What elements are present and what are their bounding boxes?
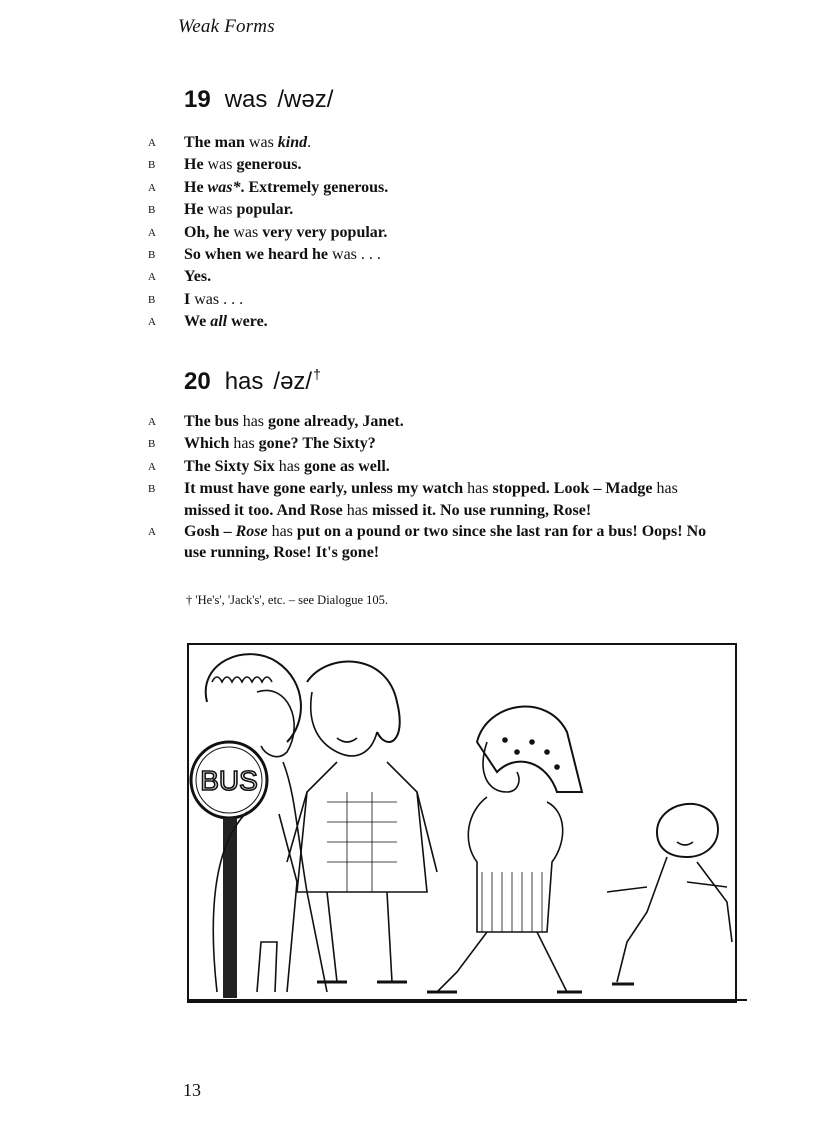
section-number: 20 (184, 368, 211, 395)
bus-stop-illustration (187, 642, 747, 1006)
dialogue-line (148, 244, 708, 266)
utterance-segment: It must have gone early, unless my watch (184, 480, 468, 498)
dialogue-line (148, 456, 708, 478)
utterance (184, 266, 708, 287)
section-number: 19 (184, 86, 211, 113)
speaker-label: B (148, 293, 156, 306)
dialogue-line (148, 311, 708, 333)
utterance-segment: The Sixty Six (184, 457, 279, 475)
utterance-segment: So when we heard he (184, 246, 333, 264)
dialogue-line (148, 266, 708, 288)
utterance-segment: has (233, 435, 259, 453)
speaker-label: B (148, 483, 156, 496)
speaker-label: B (148, 438, 156, 451)
utterance-segment: He (184, 201, 208, 219)
utterance-segment: has (467, 480, 493, 498)
utterance (184, 244, 708, 265)
section-20-heading (184, 366, 321, 396)
utterance-segment: We (184, 313, 211, 331)
utterance (184, 289, 708, 310)
dialogue-line (148, 289, 708, 311)
section-word: was (224, 86, 268, 113)
utterance-segment: The man (184, 134, 249, 151)
utterance-segment: Gosh – (184, 523, 236, 541)
page-number: 13 (183, 1080, 201, 1100)
utterance-segment: He (184, 156, 208, 174)
utterance-segment: gone already, Janet. (268, 413, 404, 430)
speaker-label: A (148, 271, 157, 284)
utterance-segment: was* (207, 178, 241, 196)
speaker-label: A (148, 316, 157, 329)
utterance-segment: has (242, 413, 269, 430)
utterance (184, 311, 708, 332)
dialogue-line (148, 154, 708, 176)
dialogue-line (148, 222, 708, 244)
utterance (184, 177, 708, 198)
dialogue-line (148, 411, 708, 433)
dialogue-line (148, 521, 708, 564)
utterance-segment: missed it. No use running, Rose! (372, 501, 592, 519)
speaker-label: A (148, 137, 157, 149)
utterance-segment: has (271, 523, 297, 541)
utterance-segment: gone? The Sixty? (258, 435, 376, 453)
utterance (184, 199, 708, 220)
bus-sign-text: BUS (200, 765, 258, 796)
utterance-segment: gone as well. (304, 457, 390, 475)
utterance-segment: Rose (235, 523, 268, 541)
utterance-segment: was (207, 156, 237, 174)
utterance-segment: The bus (184, 413, 243, 430)
section-ipa: /əz/ (273, 368, 313, 395)
section-ipa: /wəz/ (277, 86, 334, 113)
utterance (184, 132, 708, 153)
utterance-segment: was . . . (194, 290, 244, 308)
utterance-segment: kind (277, 134, 308, 151)
utterance-segment: was (248, 134, 278, 151)
utterance-segment: Yes. (184, 268, 212, 286)
utterance (184, 433, 708, 454)
dialogue-line (148, 132, 708, 154)
speaker-label: A (148, 460, 157, 473)
speaker-label: A (148, 181, 157, 194)
dialogue-line (148, 433, 708, 455)
utterance-segment: I (184, 290, 195, 308)
utterance (184, 222, 708, 243)
utterance-segment: was . . . (332, 246, 381, 264)
utterance-segment: put on a pound or two since she last ran for a bus! Oops! No use running, Rose! It's gone! (184, 523, 707, 562)
utterance-segment: He (184, 178, 208, 196)
utterance-segment: has (656, 480, 678, 498)
speaker-label: B (148, 249, 156, 262)
utterance (184, 478, 708, 521)
utterance-segment: Oh, he (184, 223, 234, 241)
section-word: has (224, 368, 264, 395)
utterance-segment: very very popular. (262, 223, 388, 241)
utterance-segment: . Extremely generous. (240, 178, 389, 196)
utterance-segment: were. (227, 313, 268, 331)
speaker-label: A (148, 416, 157, 428)
utterance-segment: popular. (236, 201, 294, 219)
speaker-label: A (148, 226, 157, 239)
dialogue-line (148, 478, 708, 521)
dagger-mark: † (313, 366, 321, 382)
dialogue-19 (148, 132, 708, 334)
footnote: † 'He's', 'Jack's', etc. – see Dialogue 105. (186, 593, 389, 607)
speaker-label: B (148, 159, 156, 172)
dialogue-line (148, 177, 708, 199)
utterance-segment: stopped. Look – Madge (492, 480, 657, 498)
section-19-heading (184, 86, 333, 114)
utterance (184, 154, 708, 175)
speaker-label: A (148, 526, 157, 539)
dialogue-20 (148, 411, 708, 564)
utterance-segment: Which (184, 435, 234, 453)
speaker-label: B (148, 204, 156, 217)
utterance (184, 521, 708, 564)
utterance-segment: was (207, 201, 237, 219)
utterance-segment: . (307, 134, 312, 151)
dialogue-line (148, 199, 708, 221)
utterance (184, 411, 708, 432)
utterance-segment: generous. (236, 156, 302, 174)
running-head: Weak Forms (178, 16, 275, 37)
utterance (184, 456, 708, 477)
utterance-segment: missed it too. And Rose (184, 501, 347, 519)
utterance-segment: all (210, 313, 228, 331)
utterance-segment: has (278, 457, 305, 475)
utterance-segment: was (233, 223, 263, 241)
utterance-segment: has (346, 501, 373, 519)
